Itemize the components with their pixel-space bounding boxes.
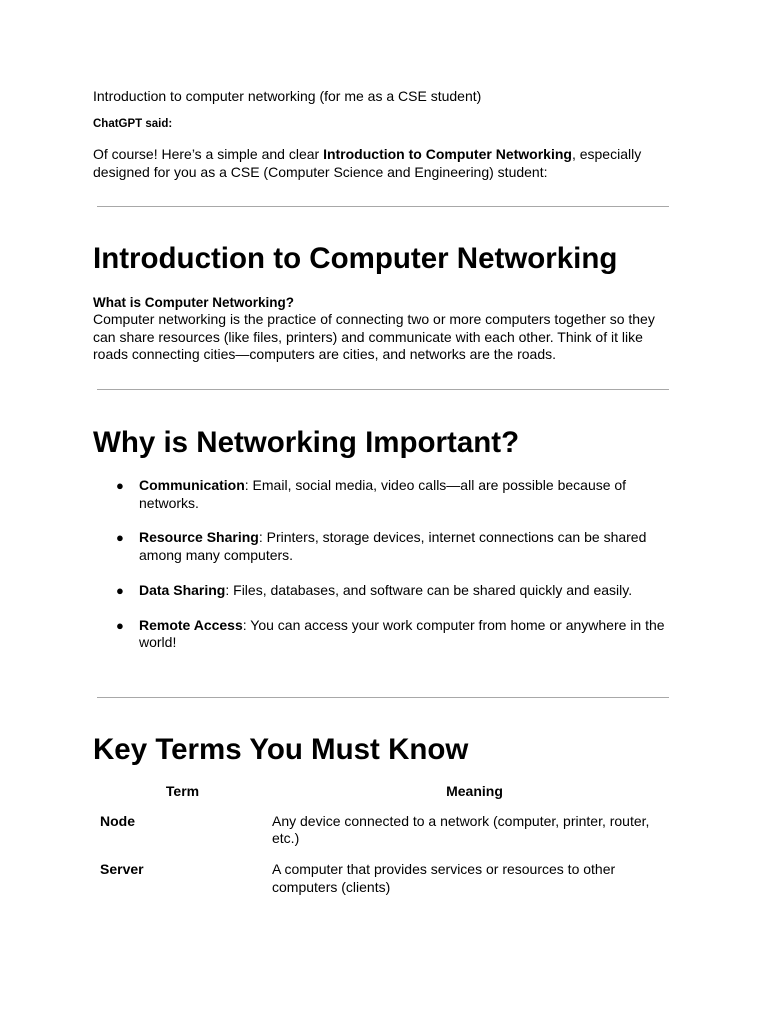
- meaning-cell: Any device connected to a network (computer, printer, router, etc.): [272, 812, 650, 847]
- importance-list: [93, 477, 678, 669]
- divider: [97, 206, 669, 207]
- response-label: ChatGPT said:: [93, 118, 173, 130]
- list-item: [93, 529, 678, 564]
- definition-paragraph: Computer networking is the practice of connecting two or more computers together so they can share resources (like files, printers) and communicate with each other. Think of it like roads connecting cities—computers are cities, and networks are the roads.: [93, 311, 655, 363]
- list-item: [93, 582, 678, 600]
- list-item-term: Remote Access: [139, 616, 243, 633]
- list-item: [93, 477, 678, 512]
- intro-bold-text: Introduction to Computer Networking: [323, 146, 572, 162]
- table-header-row: [93, 783, 677, 813]
- divider: [97, 389, 669, 390]
- list-item-text: : You can access your work computer from home or anywhere in the world!: [139, 616, 665, 651]
- bullet-icon: ●: [116, 617, 124, 633]
- user-prompt: Introduction to computer networking (for me as a CSE student): [93, 88, 482, 104]
- column-header-term: Term: [165, 783, 200, 799]
- intro-text-before: Of course! Here’s a simple and clear: [93, 146, 324, 162]
- list-item-term: Data Sharing: [139, 581, 226, 598]
- section-title-importance: Why is Networking Important?: [93, 426, 520, 459]
- table-row: [93, 861, 677, 909]
- term-cell: Node: [100, 812, 135, 829]
- bullet-icon: ●: [116, 530, 124, 546]
- column-header-meaning: Meaning: [446, 783, 503, 799]
- list-item-text: : Printers, storage devices, internet connections can be shared among many computers.: [139, 529, 647, 564]
- intro-text-after: , especially designed for you as a CSE (Computer Science and Engineering) student:: [93, 146, 642, 180]
- list-item-text: : Email, social media, video calls—all are possible because of networks.: [139, 477, 627, 511]
- list-item-term: Communication: [139, 477, 245, 493]
- term-cell: Server: [100, 861, 144, 878]
- bullet-icon: ●: [116, 478, 124, 493]
- section-subheading: What is Computer Networking?: [93, 295, 295, 310]
- divider: [97, 697, 669, 698]
- section-title-key-terms: Key Terms You Must Know: [93, 733, 469, 766]
- key-terms-table: [93, 783, 677, 910]
- section-title-introduction: Introduction to Computer Networking: [93, 242, 618, 275]
- list-item-term: Resource Sharing: [139, 529, 259, 546]
- list-item: [93, 617, 678, 652]
- list-item-text: : Files, databases, and software can be shared quickly and easily.: [225, 581, 633, 598]
- intro-paragraph: [93, 145, 673, 181]
- table-row: [93, 813, 677, 861]
- meaning-cell: A computer that provides services or resources to other computers (clients): [272, 861, 616, 895]
- bullet-icon: ●: [116, 582, 124, 598]
